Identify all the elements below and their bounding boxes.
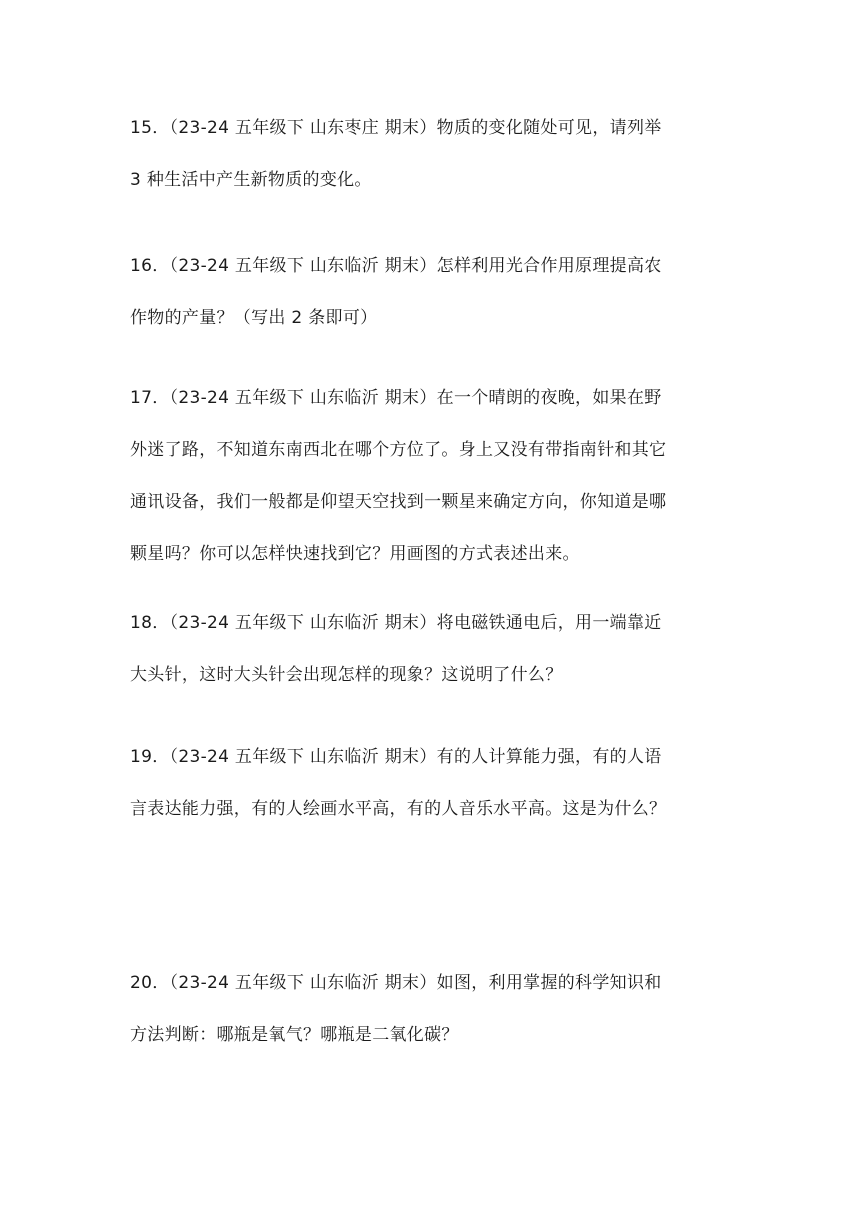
question-16 (130, 240, 740, 344)
question-15 (130, 102, 740, 206)
question-line: 19．（23-24 五年级下 山东临沂 期末）有的人计算能力强，有的人语 (130, 747, 662, 767)
question-line: 18．（23-24 五年级下 山东临沂 期末）将电磁铁通电后，用一端靠近 (130, 613, 662, 633)
question-line: 15．（23-24 五年级下 山东枣庄 期末）物质的变化随处可见，请列举 (130, 118, 662, 138)
question-20 (130, 957, 740, 1061)
question-line: 3 种生活中产生新物质的变化。 (130, 170, 372, 190)
question-line: 20．（23-24 五年级下 山东临沂 期末）如图，利用掌握的科学知识和 (130, 973, 662, 993)
question-line: 通讯设备，我们一般都是仰望天空找到一颗星来确定方向，你知道是哪 (130, 492, 667, 512)
question-line: 16．（23-24 五年级下 山东临沂 期末）怎样利用光合作用原理提高农 (130, 256, 662, 276)
question-line: 作物的产量？（写出 2 条即可） (130, 308, 378, 328)
question-line: 17．（23-24 五年级下 山东临沂 期末）在一个晴朗的夜晚，如果在野 (130, 388, 662, 408)
question-line: 颗星吗？你可以怎样快速找到它？用画图的方式表述出来。 (130, 544, 580, 564)
question-line: 方法判断：哪瓶是氧气？哪瓶是二氧化碳？ (130, 1025, 459, 1045)
question-line: 外迷了路，不知道东南西北在哪个方位了。身上又没有带指南针和其它 (130, 440, 667, 460)
question-17 (130, 372, 740, 580)
question-line: 言表达能力强，有的人绘画水平高，有的人音乐水平高。这是为什么？ (130, 799, 667, 819)
question-18 (130, 597, 740, 701)
question-line: 大头针，这时大头针会出现怎样的现象？这说明了什么？ (130, 665, 563, 685)
question-19 (130, 731, 740, 835)
